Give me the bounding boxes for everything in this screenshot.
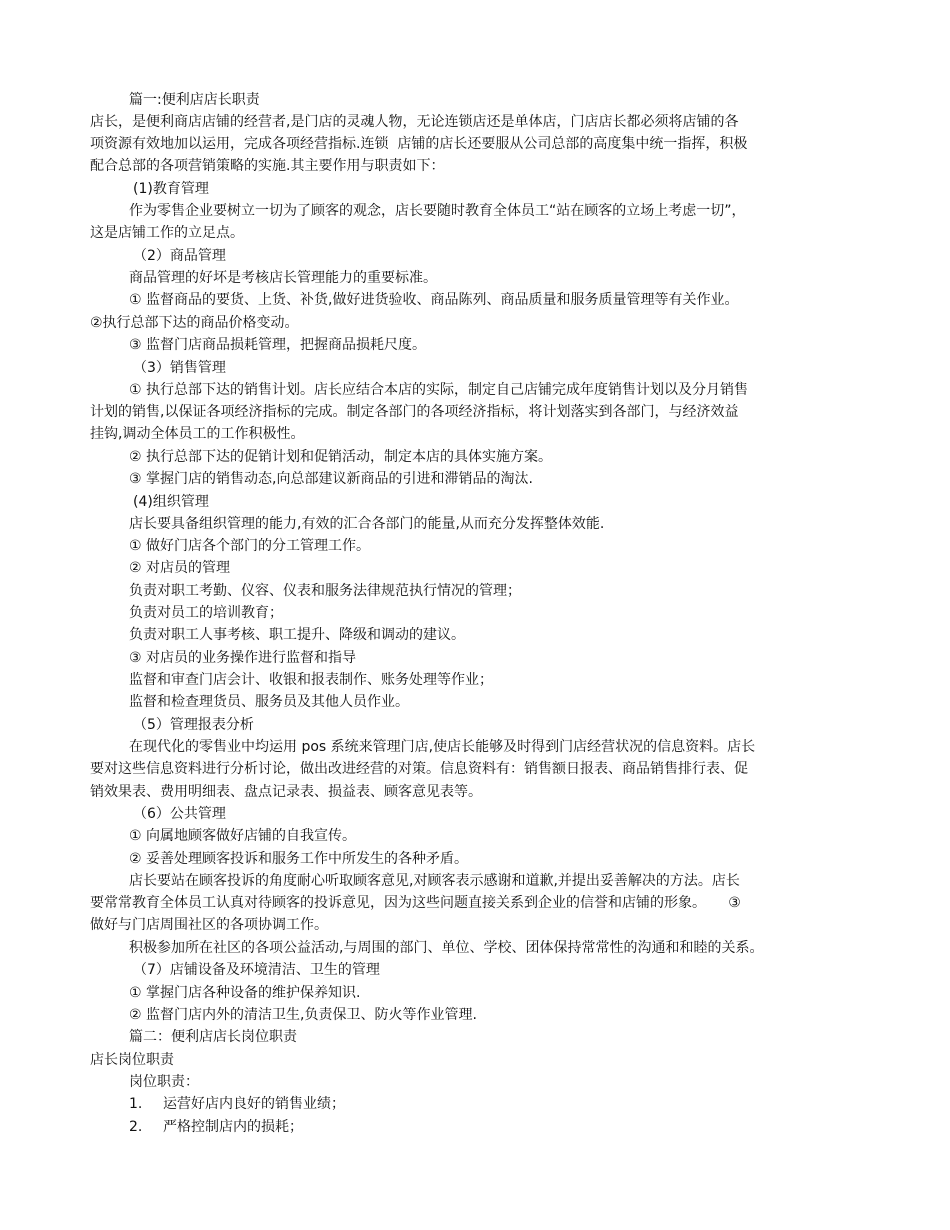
list-item: ① 做好门店各个部门的分工管理工作。 <box>129 538 370 554</box>
list-item: ① 掌握门店各种设备的维护保养知识. <box>129 985 361 1001</box>
list-item: ②执行总部下达的商品价格变动。 <box>90 315 299 331</box>
paragraph-line: 挂钩,调动全体员工的工作积极性。 <box>90 426 305 442</box>
list-item: ③ 掌握门店的销售动态,向总部建议新商品的引进和滞销品的淘汰. <box>129 471 533 487</box>
list-item: ② 监督门店内外的清洁卫生,负责保卫、防火等作业管理. <box>129 1007 477 1023</box>
paragraph-line: 做好与门店周围社区的各项协调工作。 <box>90 917 328 933</box>
paragraph-line: 销效果表、费用明细表、盘点记录表、损益表、顾客意见表等。 <box>90 784 482 800</box>
paragraph-line: 负责对员工的培训教育； <box>129 605 283 621</box>
subheading-organization: (4)组织管理 <box>133 494 209 510</box>
subheading-reports: （5）管理报表分析 <box>133 717 254 733</box>
list-item: ② 执行总部下达的促销计划和促销活动，制定本店的具体实施方案。 <box>129 449 552 465</box>
paragraph-line: 要对这些信息资料进行分析讨论，做出改进经营的对策。信息资料有：销售额日报表、商品销售排行表、促 <box>90 761 748 777</box>
section-heading-2: 篇二：便利店店长岗位职责 <box>129 1029 297 1045</box>
paragraph-line: 监督和检查理货员、服务员及其他人员作业。 <box>129 694 409 710</box>
subheading-education: (1)教育管理 <box>133 181 209 197</box>
list-number: 2. <box>129 1119 143 1135</box>
paragraph-line: 积极参加所在社区的各项公益活动,与周围的部门、单位、学校、团体保持常常性的沟通和和睦的关系。 <box>129 940 764 956</box>
list-item: ③ 监督门店商品损耗管理，把握商品损耗尺度。 <box>129 337 426 353</box>
subheading-goods: （2）商品管理 <box>133 248 226 264</box>
paragraph-line: 监督和审查门店会计、收银和报表制作、账务处理等作业； <box>129 672 493 688</box>
list-number: 1. <box>129 1096 143 1112</box>
paragraph-line: 店长要站在顾客投诉的角度耐心听取顾客意见,对顾客表示感谢和道歉,并提出妥善解决的方法。店长 <box>129 873 740 889</box>
numbered-list-item: 严格控制店内的损耗； <box>163 1119 303 1135</box>
paragraph-line: 负责对职工考勤、仪容、仪表和服务法律规范执行情况的管理； <box>129 583 521 599</box>
list-item: ① 向属地顾客做好店铺的自我宣传。 <box>129 828 357 844</box>
subheading-sales: （3）销售管理 <box>133 360 226 376</box>
paragraph-line: 店长岗位职责 <box>90 1052 174 1068</box>
paragraph-line: 作为零售企业要树立一切为了顾客的观念，店长要随时教育全体员工“站在顾客的立场上考虑一切”， <box>129 203 746 219</box>
paragraph-line: 配合总部的各项营销策略的实施.其主要作用与职责如下： <box>90 158 445 174</box>
paragraph-line: 店长，是便利商店店铺的经营者,是门店的灵魂人物，无论连锁店还是单体店，门店店长都必须将店铺的各 <box>90 114 739 130</box>
paragraph-line: 负责对职工人事考核、职工提升、降级和调动的建议。 <box>129 627 465 643</box>
list-item: ③ 对店员的业务操作进行监督和指导 <box>129 650 357 666</box>
numbered-list-item: 运营好店内良好的销售业绩； <box>163 1096 345 1112</box>
paragraph-line: 这是店铺工作的立足点。 <box>90 225 244 241</box>
paragraph-line: 在现代化的零售业中均运用 pos 系统来管理门店,使店长能够及时得到门店经营状况的信息资料。店长 <box>129 739 756 755</box>
paragraph-line: 要常常教育全体员工认真对待顾客的投诉意见，因为这些问题直接关系到企业的信誉和店铺的形象。 ③ <box>90 895 741 911</box>
paragraph-line: 商品管理的好坏是考核店长管理能力的重要标准。 <box>129 270 437 286</box>
paragraph-line: 店长要具备组织管理的能力,有效的汇合各部门的能量,从而充分发挥整体效能. <box>129 516 605 532</box>
paragraph-line: 岗位职责： <box>129 1074 199 1090</box>
section-heading-1: 篇一:便利店店长职责 <box>129 92 260 108</box>
subheading-public: （6）公共管理 <box>133 806 226 822</box>
subheading-facilities: （7）店铺设备及环境清洁、卫生的管理 <box>133 962 380 978</box>
list-item: ② 妥善处理顾客投诉和服务工作中所发生的各种矛盾。 <box>129 851 468 867</box>
list-item: ① 监督商品的要货、上货、补货,做好进货验收、商品陈列、商品质量和服务质量管理等有关作业。 <box>129 292 739 308</box>
paragraph-line: 项资源有效地加以运用，完成各项经营指标.连锁 店铺的店长还要服从公司总部的高度集中统一指挥，积极 <box>90 136 748 152</box>
paragraph-line: 计划的销售,以保证各项经济指标的完成。制定各部门的各项经济指标，将计划落实到各部门，与经济效益 <box>90 404 739 420</box>
list-item: ② 对店员的管理 <box>129 560 231 576</box>
list-item: ① 执行总部下达的销售计划。店长应结合本店的实际，制定自己店铺完成年度销售计划以及分月销售 <box>129 382 748 398</box>
